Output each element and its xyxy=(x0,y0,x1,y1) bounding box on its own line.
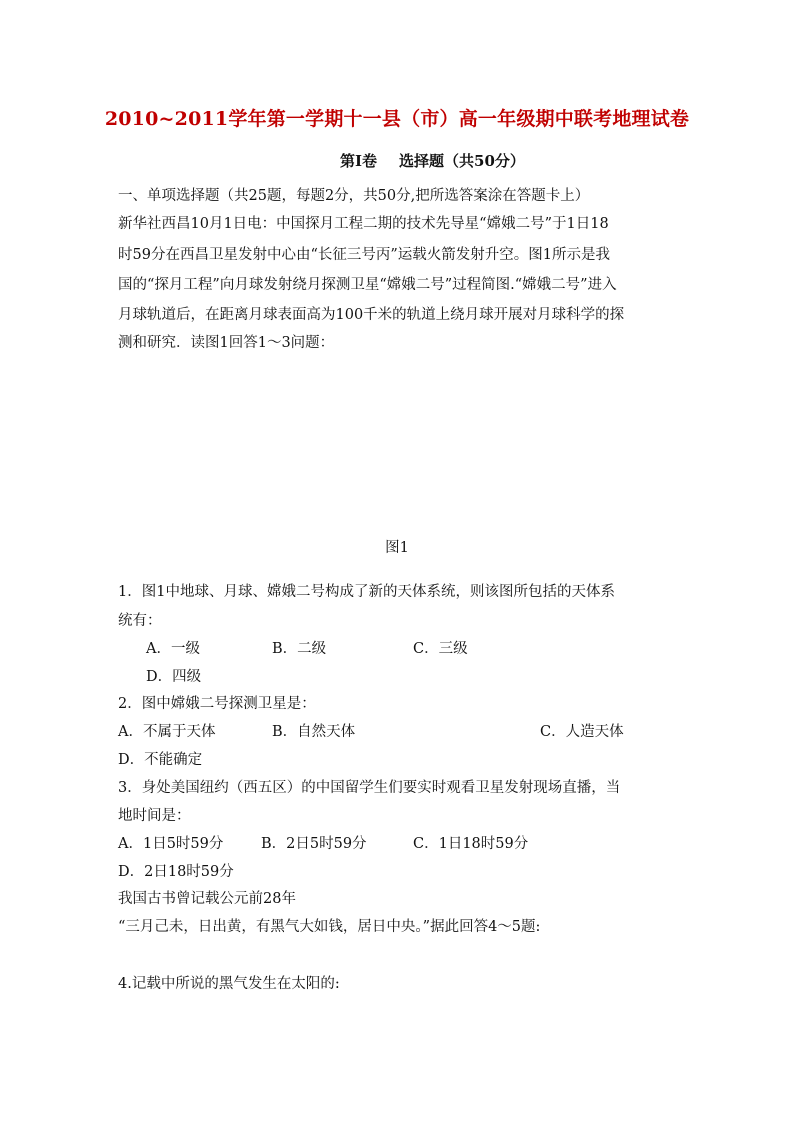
figure-caption: 图1 xyxy=(385,540,409,556)
question-3-option-c: C．1日18时59分 xyxy=(413,836,529,852)
question-2-option-c: C．人造天体 xyxy=(540,724,624,740)
section-subtitle: 选择题（共50分） xyxy=(399,152,525,170)
question-3-stem: 3．身处美国纽约（西五区）的中国留学生们要实时观看卫星发射现场直播，当 xyxy=(118,780,621,796)
question-3-stem-cont: 地时间是： xyxy=(118,808,191,824)
question-1-option-d: D．四级 xyxy=(146,669,202,685)
question-2-option-b: B．自然天体 xyxy=(272,724,356,740)
passage-2-line: “三月己未，日出黄，有黑气大如钱，居日中央。”据此回答4～5题: xyxy=(118,919,541,935)
question-2-option-d: D．不能确定 xyxy=(118,752,203,768)
question-3-option-d: D．2日18时59分 xyxy=(118,864,234,880)
question-1-option-b: B．二级 xyxy=(272,641,327,657)
passage-line: 新华社西昌10月1日电：中国探月工程二期的技术先导星“嫦娥二号”于1日18 xyxy=(118,216,609,232)
passage-2-line: 我国古书曾记载公元前28年 xyxy=(118,891,296,907)
passage-line: 月球轨道后，在距离月球表面高为100千米的轨道上绕月球开展对月球科学的探 xyxy=(118,307,625,323)
passage-line: 时59分在西昌卫星发射中心由“长征三号丙”运载火箭发射升空。图1所示是我 xyxy=(118,247,610,263)
figure-placeholder xyxy=(118,360,678,530)
instruction-text: 一、单项选择题（共25题，每题2分，共50分,把所选答案涂在答题卡上） xyxy=(118,188,590,204)
question-1-option-c: C．三级 xyxy=(413,641,468,657)
section-label: 第Ⅰ卷 xyxy=(340,152,378,170)
question-1-option-a: A．一级 xyxy=(146,641,200,657)
page-title: 2010~2011学年第一学期十一县（市）高一年级期中联考地理试卷 xyxy=(104,108,690,130)
question-2-stem: 2．图中嫦娥二号探测卫星是： xyxy=(118,696,316,712)
question-2-option-a: A．不属于天体 xyxy=(118,724,216,740)
question-4-stem: 4.记载中所说的黑气发生在太阳的: xyxy=(118,976,340,992)
section-heading xyxy=(340,150,525,171)
passage-line: 测和研究．读图1回答1～3问题： xyxy=(118,335,335,351)
question-3-option-a: A．1日5时59分 xyxy=(118,836,224,852)
question-1-stem-cont: 统有： xyxy=(118,613,162,629)
question-1-stem: 1．图1中地球、月球、嫦娥二号构成了新的天体系统，则该图所包括的天体系 xyxy=(118,584,615,600)
question-3-option-b: B．2日5时59分 xyxy=(261,836,367,852)
passage-line: 国的“探月工程”向月球发射绕月探测卫星“嫦娥二号”过程简图.“嫦娥二号”进入 xyxy=(118,277,617,293)
